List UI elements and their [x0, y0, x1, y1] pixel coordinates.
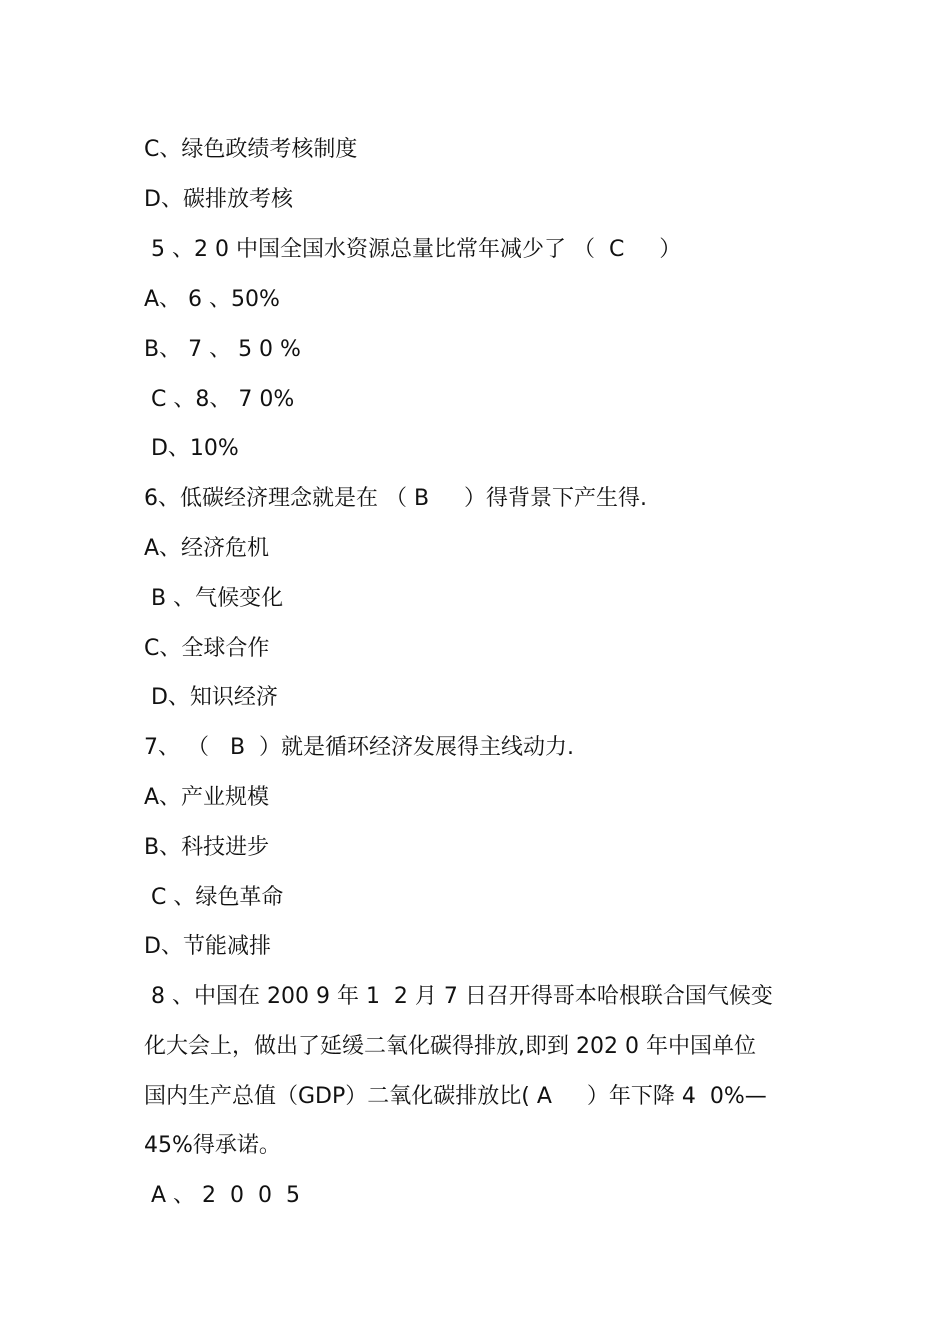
q6-option-a: A、经济危机 [144, 536, 270, 561]
q7-option-a: A、产业规模 [144, 785, 270, 810]
q7-option-d: D、节能减排 [144, 934, 271, 959]
q8-option-a: A 、 2 0 0 5 [144, 1183, 300, 1208]
option-d-carbon-assessment: D、碳排放考核 [144, 187, 293, 212]
q5-option-b: B、 7 、 5 0 % [144, 337, 301, 362]
question-8-line-2: 化大会上，做出了延缓二氧化碳得排放,即到 202 0 年中国单位 [144, 1034, 756, 1059]
question-7: 7、 （ B ）就是循环经济发展得主线动力. [144, 735, 575, 760]
question-5: 5 、2 0 中国全国水资源总量比常年减少了 （ C ） [144, 237, 682, 262]
question-8-line-4: 45%得承诺。 [144, 1133, 281, 1158]
question-8-line-3: 国内生产总值（GDP）二氧化碳排放比( A ）年下降 4 0%— [144, 1084, 767, 1109]
q5-option-c: C 、8、 7 0% [144, 387, 295, 412]
q5-option-a: A、 6 、50% [144, 287, 280, 312]
q5-option-d: D、10% [144, 436, 239, 461]
q7-option-b: B、科技进步 [144, 835, 270, 860]
option-c-green-performance: C、绿色政绩考核制度 [144, 137, 358, 162]
q6-option-b: B 、气候变化 [144, 586, 284, 611]
question-8-line-1: 8 、中国在 200 9 年 1 2 月 7 日召开得哥本哈根联合国气候变 [144, 984, 773, 1009]
question-6: 6、低碳经济理念就是在 （ B ）得背景下产生得. [144, 486, 648, 511]
q6-option-c: C、全球合作 [144, 636, 270, 661]
q6-option-d: D、知识经济 [144, 685, 278, 710]
q7-option-c: C 、绿色革命 [144, 885, 284, 910]
